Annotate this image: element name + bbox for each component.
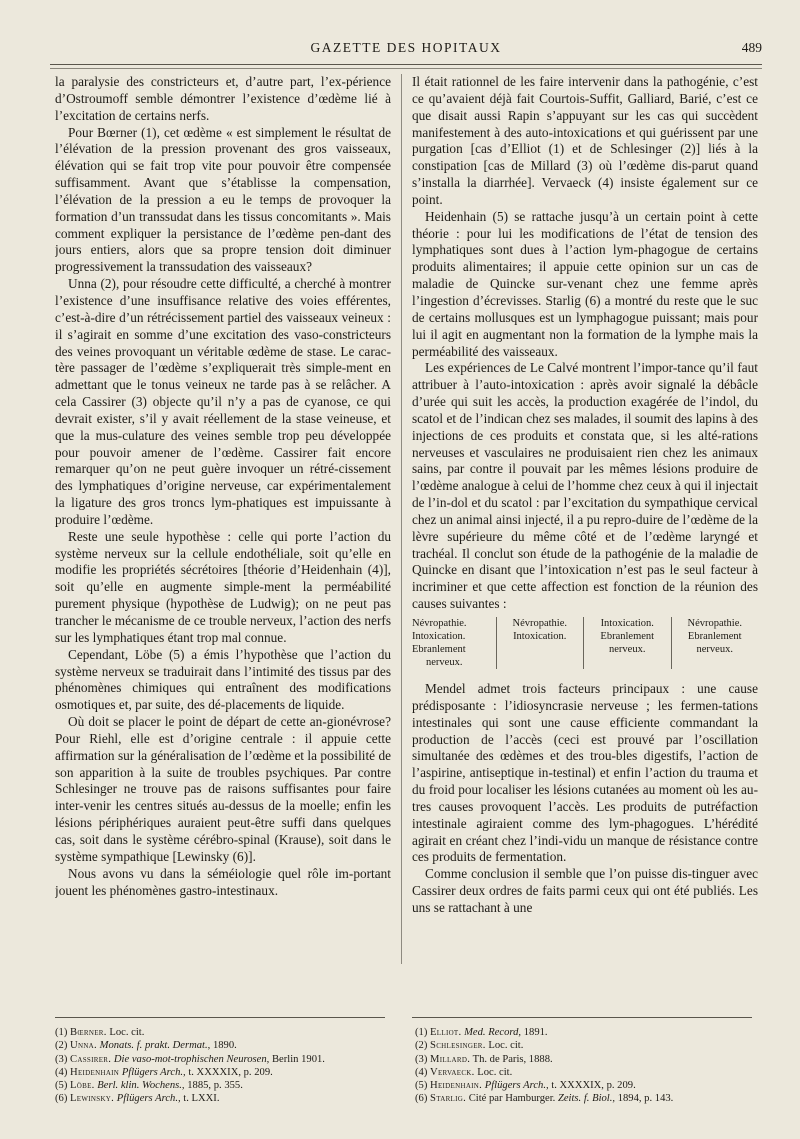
footnote-work: Med. Record,: [464, 1027, 522, 1038]
footnote-num: (6): [55, 1093, 71, 1105]
causes-table-cell: nerveux.: [426, 657, 463, 668]
causes-table-column: [671, 617, 759, 669]
footnote-work: Monats. f. prakt. Dermat.: [99, 1040, 208, 1052]
causes-table-cell: Ebranlement: [687, 631, 742, 642]
paragraph: Heidenhain (5) se rattache jusqu’à un certain point à cette théorie : pour lui les modifications de l’état de tension des lymphatiques sont dues à l’action lym-phagogue de certains produits alimentaires; il appuie cette opinion sur un cas de maladie de Quincke sur-venant chez une femme après l’ingestion d’écrevisses. Starlig (6) a montré du reste que le suc de certains mollusques est un lymphagogue puissant; mais pour lui il agit en augmentant non la formation de la lymphe mais la perméabilité des vaisseaux.: [412, 208, 758, 359]
header-rule-thin: [50, 68, 762, 69]
footnote-num: (2): [415, 1040, 431, 1052]
footnote-after: t. XXXXIX, p. 209.: [185, 1066, 273, 1078]
footnote-rule-right: [412, 1017, 752, 1018]
paragraph: Les expériences de Le Calvé montrent l’impor-tance qu’il faut attribuer à l’auto-intoxication : après avoir signalé la débâcle d’urée qui suit les accès, la production exagérée de l’indol, du scatol et de l’indican chez ses malades, il soumit des lapins à des injections de ces produits et constata que, si les alté-rations nerveuses et vasculaires ne produisaient rien chez les animaux sains, par contre il pouvait par les mêmes lésions produire de l’œdème analogue à celui de l’homme chez ceux à qui il injectait de l’in-dol et du scatol : par l’excitation du sympathique cervical chez un animal ainsi injecté, il a pu repro-duire de l’œdème de la lèvre supérieure du même côté et de l’œdème laryngé et trachéal. Il conclut son étude de la pathogénie de la maladie de Quincke en disant que l’intoxication n’est pas le seul facteur à incriminer et que cette affection est fonction de la réunion des causes suivantes :: [412, 360, 758, 612]
footnote-num: (3): [55, 1053, 71, 1065]
page-number: 489: [741, 40, 762, 55]
footnote: [55, 1039, 385, 1052]
causes-table-cell: Intoxication.: [513, 631, 567, 642]
footnote: [415, 1092, 755, 1105]
footnote-rest: Loc. cit.: [474, 1066, 513, 1078]
right-column: [412, 74, 758, 979]
causes-table-cell: Névropathie.: [687, 618, 743, 629]
footnote-work: Die vaso-mot-trophischen Neurosen,: [113, 1053, 270, 1065]
footnote-work: Berl. klin. Wochens.,: [97, 1080, 185, 1092]
footnote: [55, 1053, 385, 1066]
footnote-author: Heidenhain.: [430, 1080, 483, 1092]
causes-table-column: [496, 617, 584, 669]
causes-table-column: [412, 617, 496, 669]
causes-table-cell: nerveux.: [609, 644, 646, 655]
footnote-rule-left: [55, 1017, 385, 1018]
footnote-author: Starlig.: [430, 1093, 467, 1105]
footnote-author: Vervaeck.: [430, 1066, 475, 1078]
right-column-text-bottom: [412, 681, 758, 917]
footnote-num: (5): [55, 1080, 71, 1092]
footnote-author: Elliot.: [430, 1027, 462, 1038]
footnote-after: 1894, p. 143.: [615, 1093, 674, 1105]
running-title: GAZETTE DES HOPITAUX: [310, 40, 502, 55]
causes-table-cell: Névropathie.: [512, 618, 568, 629]
footnote-after: , 1890.: [207, 1040, 237, 1052]
footnote-work: Zeits. f. Biol.,: [557, 1093, 616, 1105]
column-divider: [401, 74, 402, 964]
header-rule: [50, 64, 762, 65]
paragraph: Nous avons vu dans la séméiologie quel rôle im-portant jouent les phénomènes gastro-intestinaux.: [55, 865, 391, 898]
causes-table-column: [583, 617, 671, 669]
footnote: [415, 1039, 755, 1052]
footnote-author: Schlesinger.: [430, 1040, 486, 1052]
footnote-rest: Cité par Hamburger.: [466, 1093, 558, 1105]
paragraph: Mendel admet trois facteurs principaux : une cause prédisposante : l’idiosyncrasie nerveuse ; les fermen-tations intestinales qui sont une cause efficiente commandant la production de l’accès (ceci est prouvé par l’oscillation simultanée des œdèmes et des trou-bles digestifs, l’action de l’aspirine, antiseptique in-testinal) et enfin l’action du trauma et du froid pour localiser les lésions cutanées au moment où les au-tres causes provoquent l’accès. Les produits de putréfaction intestinale agiraient comme des lym-phagogues. L’hérédité agirait en créant chez l’indi-vidu un manque de résistance contre ces produits de fermentation.: [412, 681, 758, 865]
page-header: [50, 38, 762, 58]
footnote-num: (3): [415, 1053, 431, 1065]
footnote-num: (2): [55, 1040, 71, 1052]
footnote-work: Pflügers Arch.,: [121, 1066, 186, 1078]
footnote: [55, 1092, 385, 1105]
footnote-after: 1885, p. 355.: [184, 1080, 243, 1092]
footnote: [55, 1026, 385, 1039]
footnote-num: (1): [415, 1027, 431, 1038]
footnote-num: (5): [415, 1080, 431, 1092]
causes-table-cell: Ebranlement: [412, 644, 466, 655]
footnotes-right: [415, 1026, 755, 1106]
footnote: [415, 1079, 755, 1092]
causes-table-cell: Intoxication.: [600, 618, 654, 629]
paragraph: Il était rationnel de les faire intervenir dans la pathogénie, c’est ce qu’avaient déjà fait Courtois-Suffit, Galliard, Barié, c’est ce que disait aussi Rapin s’appuyant sur les cas qui succèdent manifestement à des auto-intoxications et qui guérissent par une purgation [cas d’Elliot (1) et de Schlesinger (2)] liés à la constipation [cas de Millard (3) où l’œdème dis-parut quand s’installa la diarrhée]. Vervaeck (4) insiste également sur ce point.: [412, 74, 758, 207]
footnote-rest: Loc. cit.: [485, 1040, 524, 1052]
paragraph: Comme conclusion il semble que l’on puisse dis-tinguer avec Cassirer deux ordres de faits parmi ceux qui ont été publiés. Les uns se rattachant à une: [412, 866, 758, 915]
footnote-author: Millard.: [430, 1053, 471, 1065]
left-column: [55, 74, 391, 979]
causes-table: [412, 617, 758, 669]
footnote: [55, 1079, 385, 1092]
footnote-work: Pflügers Arch.,: [484, 1080, 549, 1092]
footnote-author: Heidenhain: [70, 1066, 120, 1078]
footnote-rest: Th. de Paris, 1888.: [470, 1053, 553, 1065]
footnote: [415, 1026, 755, 1039]
footnote-after: Berlin 1901.: [269, 1053, 325, 1065]
footnote-author: Unna.: [70, 1040, 97, 1052]
footnotes-left: [55, 1026, 385, 1106]
footnote-num: (1): [55, 1027, 71, 1038]
footnote: [415, 1066, 755, 1079]
footnote: [55, 1066, 385, 1079]
footnote-after: t. XXXXIX, p. 209.: [548, 1080, 636, 1092]
right-column-text-top: [412, 74, 758, 613]
causes-table-cell: Ebranlement: [600, 631, 655, 642]
paragraph: Où doit se placer le point de départ de cette an-gionévrose? Pour Riehl, elle est d’origine centrale : il appuie cette affirmation sur la généralisation de l’œdème et la possibilité de son apparition à la suite de troubles psychiques. Par contre Schlesinger ne trouve pas de raisons suffisantes pour faire inter-venir les centres situés au-dessus de la moelle; enfin les lésions périphériques auraient peut-être suffi dans quelques cas, soit dans le système cérébro-spinal (Krause), soit dans le système sympathique [Lewinsky (6)].: [55, 714, 391, 864]
footnote-num: (6): [415, 1093, 431, 1105]
paragraph: Unna (2), pour résoudre cette difficulté, a cherché à montrer l’existence d’une insuffisance relative des voies efférentes, c’est-à-dire d’un rétrécissement partiel des vaisseaux veineux : il s’agirait en somme d’une excitation des vaso-constricteurs des veines provoquant un véritable œdème de stase. Le carac-tère passager de l’œdème s’expliquerait très simple-ment en admettant que le tonus veineux ne tarde pas à se relâcher. A cela Cassirer (3) objecte qu’il n’y a pas de cyanose, ce qui devrait exister, s’il y avait réellement de la stase veineuse, et que la mus-culature des veines semble trop peu développée pour pouvoir amener de l’œdème. Cassirer fait encore remarquer qu’on ne peut guère invoquer un rétré-cissement des lymphatiques d’origine nerveuse, car expérimentalement la ligature des gros troncs lym-phatiques est impuissante à produire l’œdème.: [55, 276, 391, 527]
paragraph: Reste une seule hypothèse : celle qui porte l’action du système nerveux sur la cellule endothéliale, soit qu’elle en modifie les propriétés sécrétoires [théorie d’Heidenhain (4)], soit qu’elle en augmente simple-ment la perméabilité purement physique (hypothèse de Ludwig); on ne peut pas trancher le mécanisme de ce trouble nerveux, l’action des nerfs sur les lymphatiques étant trop mal connue.: [55, 528, 391, 645]
footnote-author: Lewinsky.: [70, 1093, 115, 1105]
footnote-work: Pflügers Arch.,: [116, 1093, 181, 1105]
footnote-rest: Loc. cit.: [106, 1027, 145, 1038]
causes-table-cell: Intoxication.: [412, 631, 466, 642]
footnote-after: t. LXXI.: [180, 1093, 220, 1105]
paragraph: Pour Bœrner (1), cet œdème « est simplement le résultat de l’élévation de la pression provenant des gros vaisseaux, élévation qui se fait trop vite pour pouvoir être compensée suffisamment. Avant que s’établisse la compensation, l’élévation de la pression a eu le temps de provoquer la formation d’un transsudat dans les tissus concomitants ». Mais comment expliquer la persistance de l’œdème pen-dant des jours entiers, alors que sa propre tension doit diminuer progressivement la transsudation des vaisseaux?: [55, 124, 391, 275]
footnote-num: (4): [55, 1066, 71, 1078]
footnote-after: 1891.: [521, 1027, 548, 1038]
footnote-author: Cassirer.: [70, 1053, 112, 1065]
footnote-num: (4): [415, 1066, 431, 1078]
footnote-author: Bœrner.: [70, 1027, 107, 1038]
causes-table-cell: nerveux.: [696, 644, 733, 655]
footnote-author: Löbe.: [70, 1080, 95, 1092]
footnote: [415, 1053, 755, 1066]
paragraph: la paralysie des constricteurs et, d’autre part, l’ex-périence d’Ostroumoff semble démontrer l’existence d’œdème lié à l’excitation de certains nerfs.: [55, 74, 391, 123]
paragraph: Cependant, Löbe (5) a émis l’hypothèse que l’action du système nerveux se traduirait dans l’intimité des tissus par des phénomènes chimiques qui entraînent des modifications osmotiques et, par suite, des dé-placements de liquide.: [55, 646, 391, 713]
causes-table-cell: Névropathie.: [412, 618, 467, 629]
